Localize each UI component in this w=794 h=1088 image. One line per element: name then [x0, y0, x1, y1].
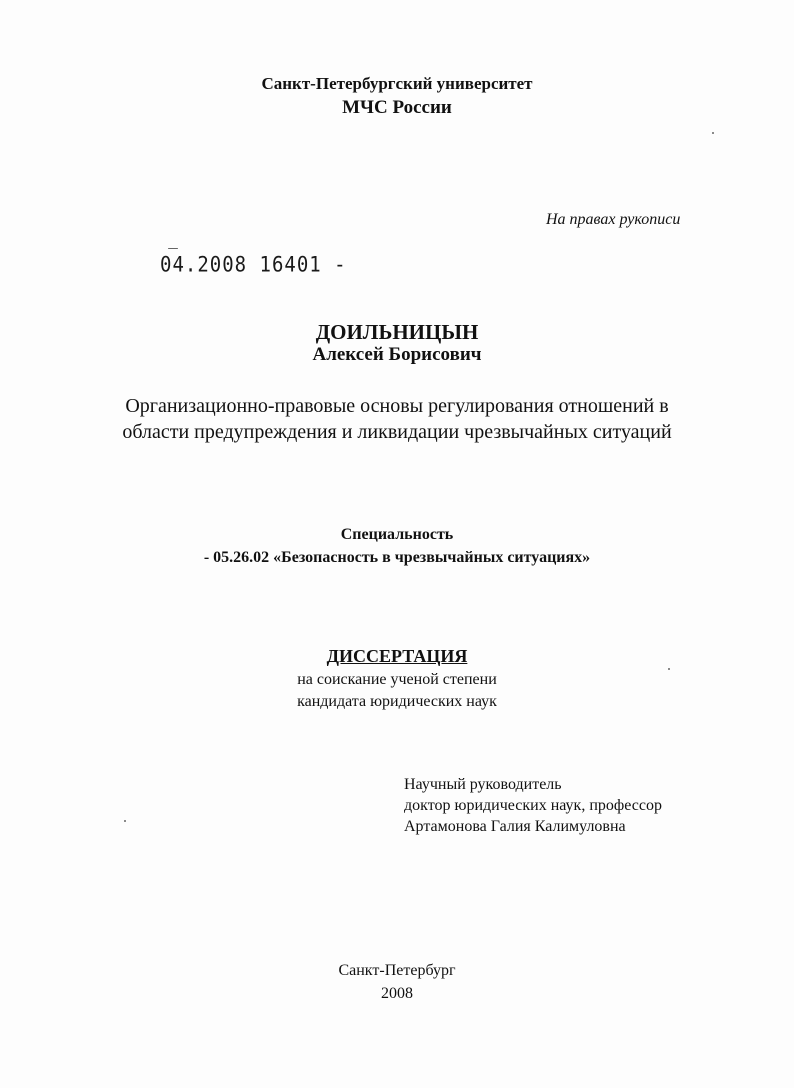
scan-speck [124, 820, 126, 822]
specialty-code: - 05.26.02 «Безопасность в чрезвычайных ситуациях» [203, 549, 591, 566]
university-name: Санкт-Петербургский университет [261, 74, 533, 93]
year: 2008 [381, 985, 413, 1002]
university-affiliation: МЧС России [342, 97, 452, 118]
thesis-title-line: Организационно-правовые основы регулирования отношений в [125, 395, 669, 417]
advisor-role: Научный руководитель [404, 776, 562, 793]
thesis-title [0, 393, 794, 445]
specialty-label: Специальность [340, 526, 454, 543]
registration-stamp: 04.2008 16401 - [160, 252, 347, 278]
advisor-block [404, 774, 662, 837]
scan-speck [168, 248, 178, 249]
thesis-title-line: области предупреждения и ликвидации чрезвычайных ситуаций [122, 421, 672, 443]
advisor-name: Артамонова Галия Калимуловна [404, 818, 626, 835]
city: Санкт-Петербург [338, 962, 456, 979]
author-surname: ДОИЛЬНИЦЫН [315, 320, 479, 344]
dissertation-label: ДИССЕРТАЦИЯ [326, 646, 468, 666]
advisor-degree: доктор юридических наук, профессор [404, 797, 662, 814]
author-given-names: Алексей Борисович [312, 344, 482, 365]
scan-speck [668, 668, 670, 670]
manuscript-note: На правах рукописи [546, 211, 681, 228]
scan-speck [712, 132, 714, 134]
degree-line: на соискание ученой степени [297, 671, 497, 688]
degree-field: кандидата юридических наук [297, 693, 497, 710]
